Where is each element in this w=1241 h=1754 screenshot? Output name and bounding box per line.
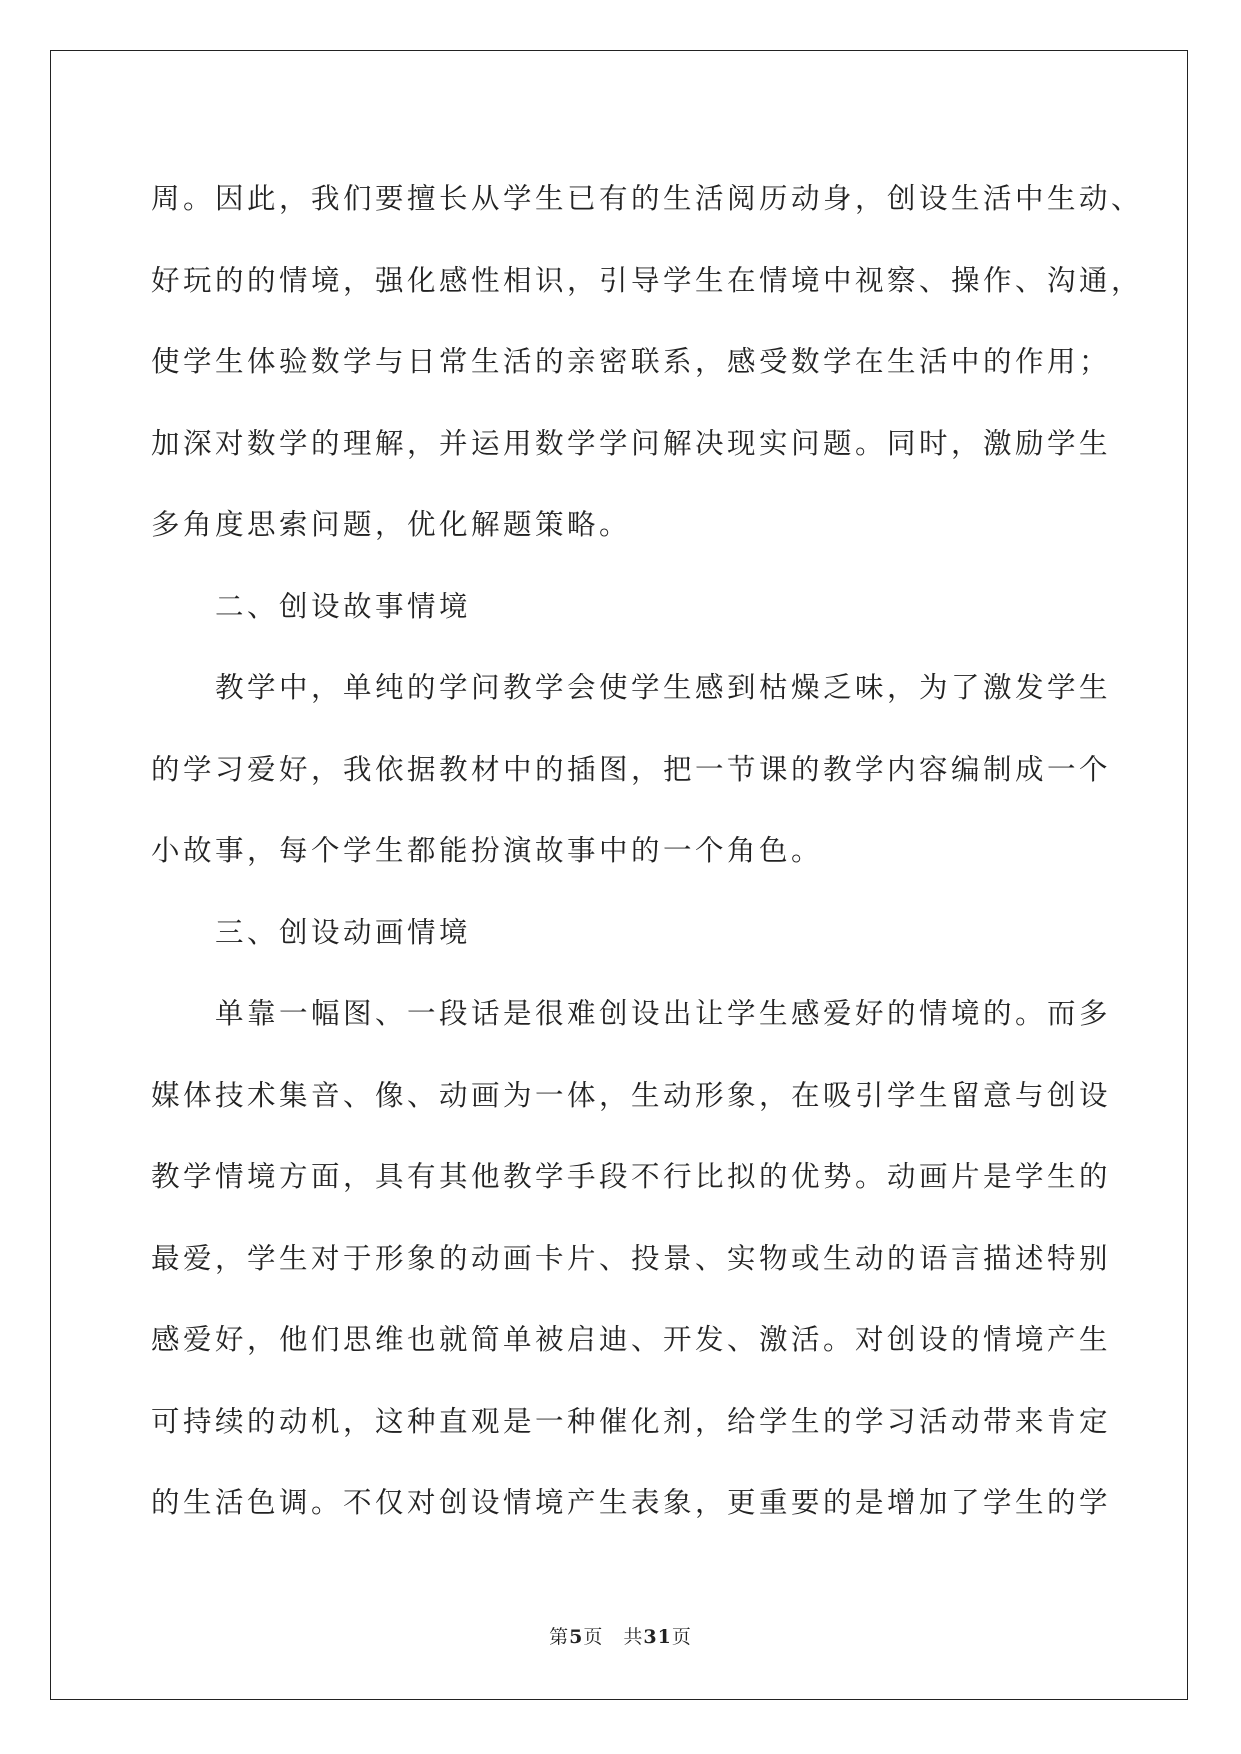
paragraph-start-line: 教学中，单纯的学问教学会使学生感到枯燥乏味，为了激发学生	[215, 671, 1112, 704]
page-footer	[0, 1622, 1241, 1649]
text-line: 加深对数学的理解，并运用数学学问解决现实问题。同时，激励学生	[151, 426, 1112, 460]
text-line: 使学生体验数学与日常生活的亲密联系，感受数学在生活中的作用；	[151, 345, 1112, 378]
text-line: 媒体技术集音、像、动画为一体，生动形象，在吸引学生留意与创设	[151, 1078, 1112, 1112]
text-line: 周。因此，我们要擅长从学生已有的生活阅历动身，创设生活中生动、	[151, 182, 1144, 215]
section-heading: 二、创设故事情境	[215, 589, 472, 623]
page-prefix: 第	[549, 1626, 570, 1648]
text-line: 多角度思索问题，优化解题策略。	[151, 508, 632, 541]
total-unit: 页	[671, 1626, 692, 1648]
page-number: 5	[569, 1626, 584, 1648]
section-heading: 三、创设动画情境	[215, 915, 472, 949]
paragraph-start-line: 单靠一幅图、一段话是很难创设出让学生感爱好的情境的。而多	[215, 997, 1112, 1030]
total-pages: 31	[643, 1626, 672, 1648]
text-line: 小故事，每个学生都能扮演故事中的一个角色。	[151, 834, 824, 867]
text-line: 的学习爱好，我依据教材中的插图，把一节课的教学内容编制成一个	[151, 752, 1112, 786]
document-body	[151, 158, 1144, 1544]
text-line: 的生活色调。不仅对创设情境产生表象，更重要的是增加了学生的学	[151, 1486, 1112, 1519]
page-unit: 页	[583, 1626, 604, 1648]
text-line: 可持续的动机，这种直观是一种催化剂，给学生的学习活动带来肯定	[151, 1404, 1112, 1438]
text-line: 感爱好，他们思维也就简单被启迪、开发、激活。对创设的情境产生	[151, 1323, 1112, 1356]
total-prefix: 共	[623, 1626, 644, 1648]
text-line: 好玩的的情境，强化感性相识，引导学生在情境中视察、操作、沟通，	[151, 263, 1144, 297]
text-line: 最爱，学生对于形象的动画卡片、投景、实物或生动的语言描述特别	[151, 1241, 1112, 1275]
text-line: 教学情境方面，具有其他教学手段不行比拟的优势。动画片是学生的	[151, 1160, 1112, 1193]
